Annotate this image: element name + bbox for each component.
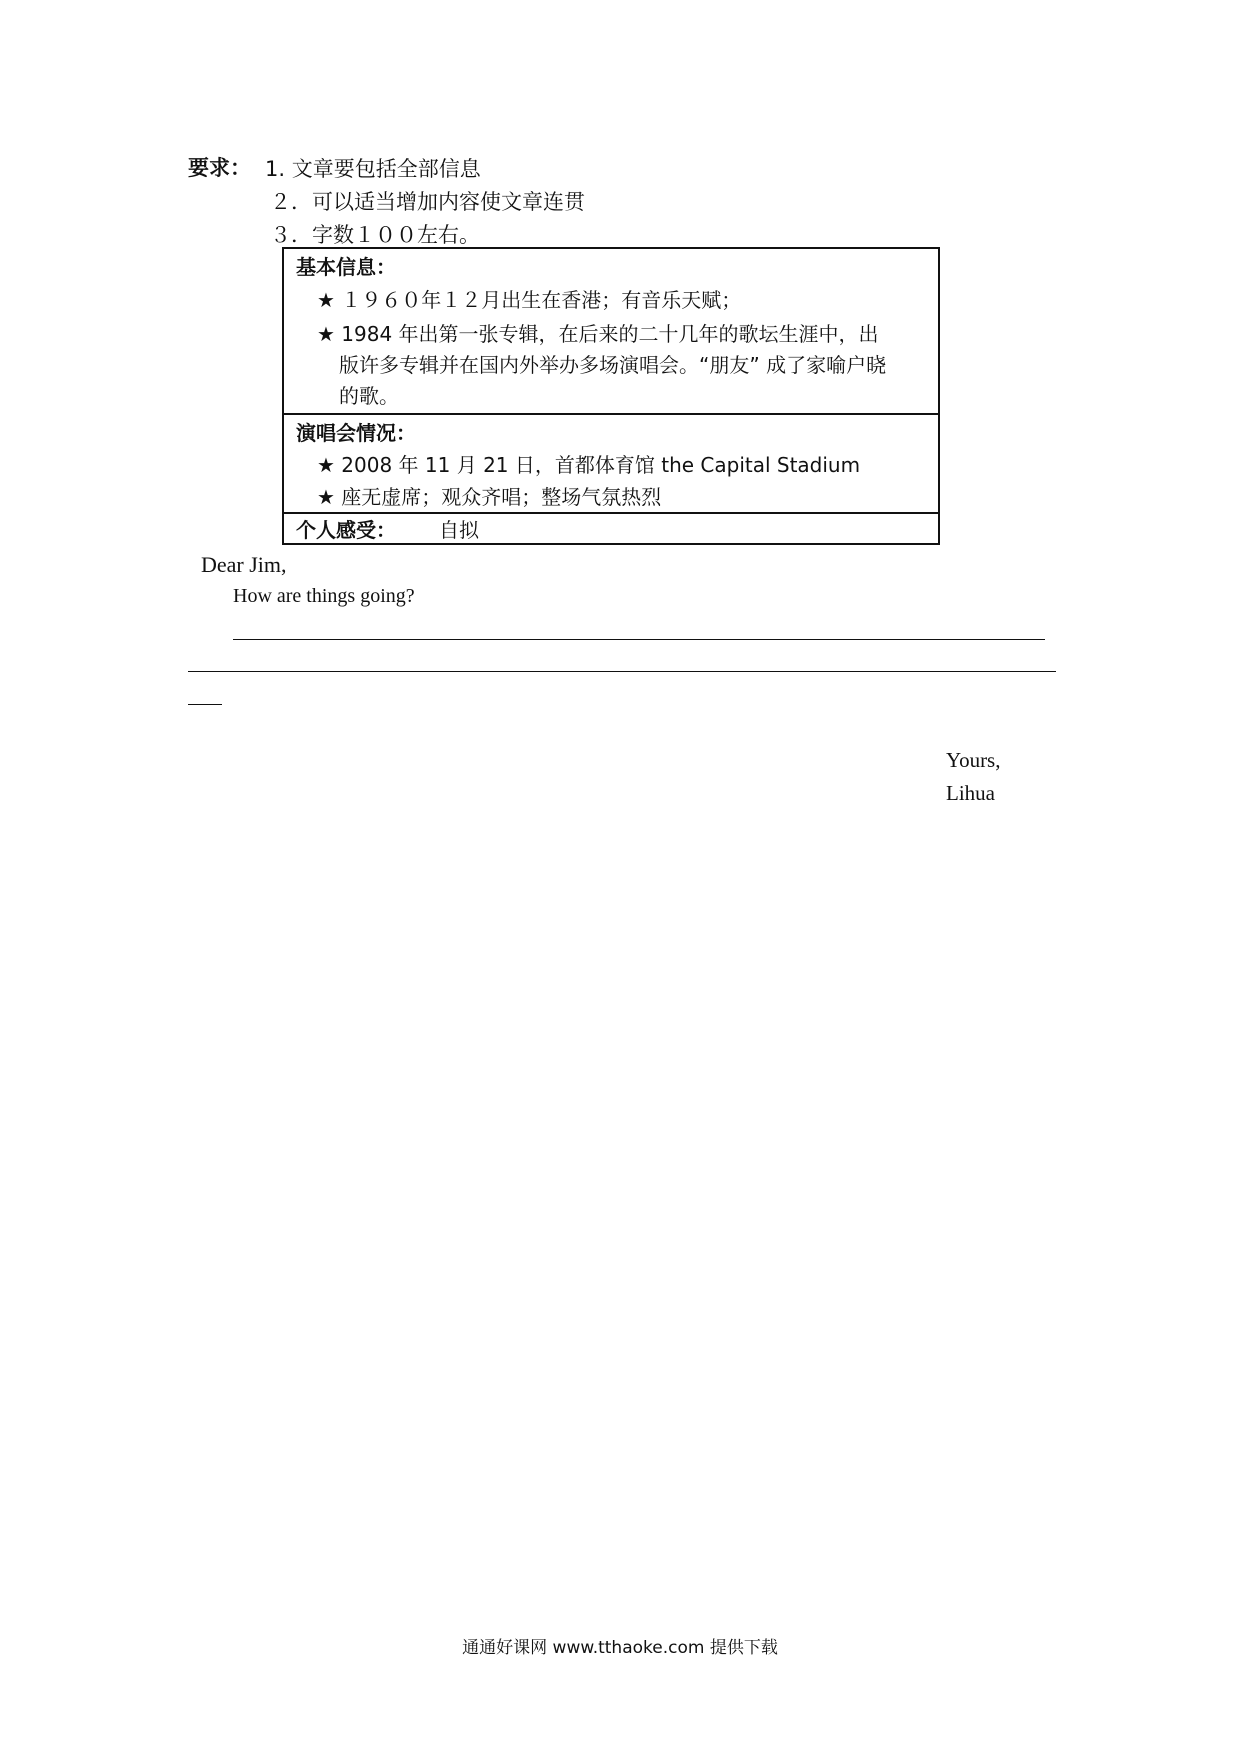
concert-line-1: ★ 2008 年 11 月 21 日，首都体育馆 the Capital Stadium <box>317 453 861 477</box>
feelings-heading: 个人感受： <box>296 518 396 542</box>
basic-info-line-4: 的歌。 <box>339 384 399 408</box>
requirement-item-1: 1. 文章要包括全部信息 <box>265 157 481 181</box>
requirement-item-3: ３．字数１００左右。 <box>270 223 480 247</box>
writing-line <box>188 704 222 705</box>
letter-opening: How are things going? <box>233 585 415 607</box>
table-divider <box>284 512 938 514</box>
concert-heading: 演唱会情况： <box>296 421 416 445</box>
requirement-item-2: ２．可以适当增加内容使文章连贯 <box>270 190 585 214</box>
basic-info-line-1: ★ １９６０年１２月出生在香港；有音乐天赋； <box>317 288 742 312</box>
letter-signature: Lihua <box>946 781 995 805</box>
basic-info-heading: 基本信息： <box>296 255 396 279</box>
requirements-label: 要求： <box>188 156 251 180</box>
page-footer: 通通好课网 www.tthaoke.com 提供下载 <box>462 1638 778 1658</box>
info-table <box>282 247 940 545</box>
concert-line-2: ★ 座无虚席；观众齐唱；整场气氛热烈 <box>317 485 662 509</box>
letter-greeting: Dear Jim, <box>201 552 287 577</box>
letter-closing: Yours, <box>946 748 1001 772</box>
writing-line <box>233 639 1045 640</box>
feelings-value: 自拟 <box>439 518 479 542</box>
writing-line <box>188 671 1056 672</box>
basic-info-line-3: 版许多专辑并在国内外举办多场演唱会。“朋友” 成了家喻户晓 <box>339 353 887 377</box>
table-divider <box>284 413 938 415</box>
basic-info-line-2: ★ 1984 年出第一张专辑，在后来的二十几年的歌坛生涯中，出 <box>317 322 879 346</box>
